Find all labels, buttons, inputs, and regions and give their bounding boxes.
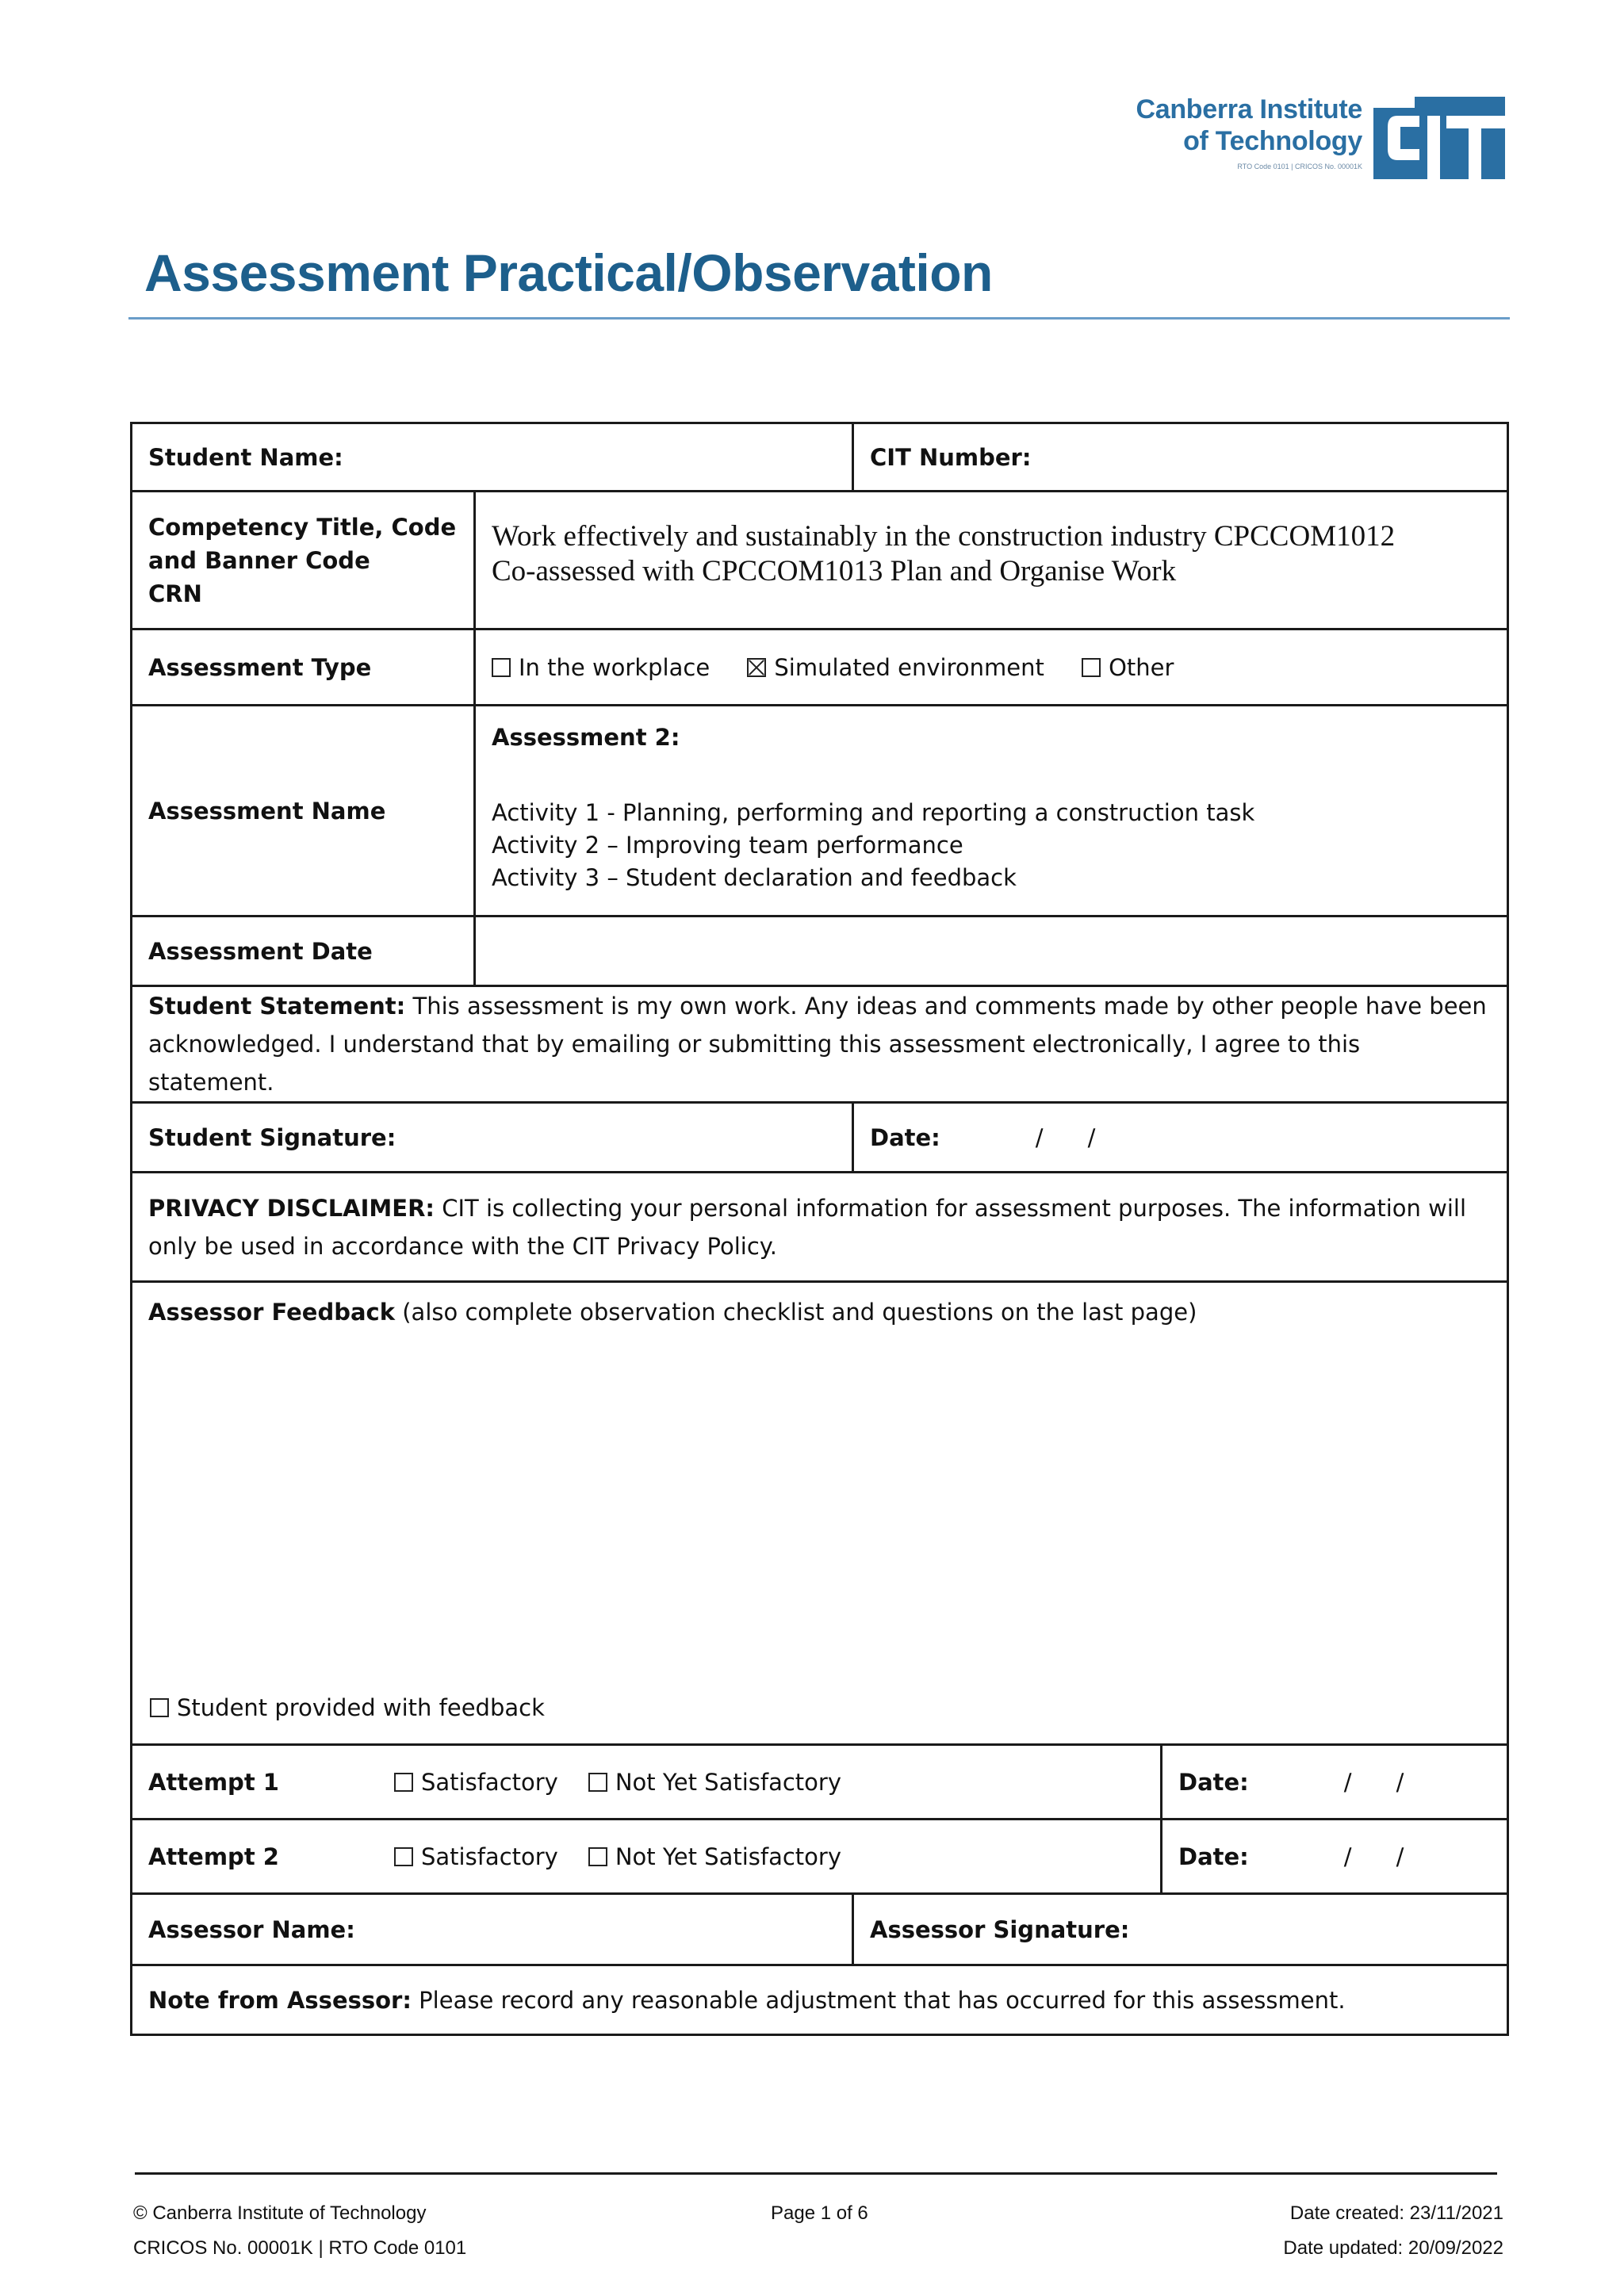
option-workplace-label: In the workplace: [519, 653, 710, 681]
satisfactory-label: Satisfactory: [421, 1768, 558, 1796]
logo-line-1: Canberra Institute: [1136, 94, 1362, 124]
competency-label-line-1: Competency Title, Code: [148, 513, 457, 541]
competency-title: Work effectively and sustainably in the construction industry CPCCOM1012: [492, 520, 1396, 553]
attempt-2-not-yet-satisfactory[interactable]: [588, 1843, 841, 1870]
checkbox-workplace[interactable]: [492, 658, 511, 677]
privacy-text: CIT is collecting your personal information for assessment purposes. The information will only be used in accordance with the CIT Privacy Policy.: [148, 1194, 1467, 1260]
attempt-2-row: [132, 1820, 1162, 1894]
assessment-name-heading: Assessment 2:: [492, 724, 680, 751]
cit-number-label: CIT Number:: [870, 443, 1032, 471]
footer-divider: [135, 2172, 1497, 2175]
competency-label-cell: [132, 492, 475, 629]
feedback-provided-label: Student provided with feedback: [177, 1694, 545, 1721]
option-workplace[interactable]: [492, 654, 710, 681]
student-statement-label: Student Statement:: [148, 993, 406, 1020]
checkbox-simulated-checked[interactable]: [747, 658, 766, 677]
footer-page-number: Page 1 of 6: [771, 2202, 868, 2224]
title-divider: [128, 317, 1510, 320]
date-slash: /: [1343, 1768, 1352, 1796]
logo-text: [1136, 94, 1362, 174]
cit-number-cell[interactable]: [853, 423, 1508, 492]
student-date-label: Date:: [870, 1123, 940, 1151]
not-yet-satisfactory-label: Not Yet Satisfactory: [615, 1843, 842, 1870]
attempt-1-row: [132, 1745, 1162, 1820]
student-name-label: Student Name:: [148, 443, 343, 471]
logo-line-2: of Technology: [1183, 126, 1362, 156]
date-slash: /: [1396, 1768, 1404, 1796]
logo-small-text: RTO Code 0101 | CRICOS No. 00001K: [1237, 163, 1362, 170]
footer-date-updated: Date updated: 20/09/2022: [1283, 2237, 1503, 2259]
activity-item: Activity 3 – Student declaration and feedback: [492, 864, 1017, 891]
student-signature-cell[interactable]: [132, 1103, 853, 1173]
checkbox-feedback-provided[interactable]: [150, 1698, 169, 1717]
footer-left: [133, 2196, 466, 2266]
checkbox-attempt-2-nys[interactable]: [588, 1847, 607, 1866]
date-slash: /: [1396, 1843, 1404, 1870]
assessor-name-label: Assessor Name:: [148, 1915, 355, 1943]
cit-logo-mark: [1373, 97, 1505, 179]
checkbox-attempt-1-nys[interactable]: [588, 1773, 607, 1792]
assessor-signature-cell[interactable]: [853, 1894, 1508, 1965]
feedback-provided-option[interactable]: [150, 1694, 545, 1721]
assessment-name-label: Assessment Name: [132, 706, 475, 916]
assessment-form: [130, 422, 1509, 2036]
assessor-feedback-note: (also complete observation checklist and questions on the last page): [395, 1299, 1197, 1326]
privacy-label: PRIVACY DISCLAIMER:: [148, 1194, 435, 1222]
attempt-1-date-cell[interactable]: [1162, 1745, 1508, 1820]
competency-label-line-2: and Banner Code: [148, 546, 370, 574]
attempt-2-satisfactory[interactable]: [394, 1843, 558, 1870]
student-signature-label: Student Signature:: [148, 1123, 396, 1151]
attempt-2-date-cell[interactable]: [1162, 1820, 1508, 1894]
date-slash: /: [1087, 1123, 1096, 1151]
activity-item: Activity 2 – Improving team performance: [492, 832, 963, 859]
attempt-1-label: Attempt 1: [148, 1768, 279, 1796]
attempt-1-date-label: Date:: [1178, 1768, 1249, 1796]
competency-value-cell: [475, 492, 1508, 629]
assessment-type-options: [475, 629, 1508, 706]
assessor-name-cell[interactable]: [132, 1894, 853, 1965]
competency-label-line-3: CRN: [148, 580, 202, 607]
not-yet-satisfactory-label: Not Yet Satisfactory: [615, 1768, 842, 1796]
note-label: Note from Assessor:: [148, 1986, 412, 2014]
assessment-date-label: Assessment Date: [132, 916, 475, 986]
date-slash: /: [1343, 1843, 1352, 1870]
satisfactory-label: Satisfactory: [421, 1843, 558, 1870]
option-simulated-label: Simulated environment: [774, 653, 1044, 681]
activity-item: Activity 1 - Planning, performing and reporting a construction task: [492, 799, 1255, 826]
privacy-disclaimer: [132, 1173, 1508, 1282]
footer-copyright: © Canberra Institute of Technology: [133, 2202, 427, 2224]
note-text: Please record any reasonable adjustment that has occurred for this assessment.: [411, 1986, 1346, 2014]
assessor-feedback-cell[interactable]: [132, 1282, 1508, 1745]
assessor-feedback-label: Assessor Feedback: [148, 1299, 396, 1326]
option-other[interactable]: [1082, 654, 1174, 681]
cit-logo: [1124, 94, 1505, 181]
page-title: Assessment Practical/Observation: [144, 243, 993, 302]
competency-co-assessed: Co-assessed with CPCCOM1013 Plan and Organise Work: [492, 555, 1177, 587]
student-name-cell[interactable]: [132, 423, 853, 492]
student-statement-text: This assessment is my own work. Any ideas and comments made by other people have been acknowledged. I understand that by emailing or submitting this assessment electronically, I agree to this statement.: [148, 993, 1487, 1096]
footer-right: [1283, 2196, 1503, 2266]
checkbox-other[interactable]: [1082, 658, 1101, 677]
checkbox-attempt-2-satisfactory[interactable]: [394, 1847, 413, 1866]
footer-date-created: Date created: 23/11/2021: [1289, 2202, 1503, 2224]
student-date-cell[interactable]: [853, 1103, 1508, 1173]
assessment-date-field[interactable]: [475, 916, 1508, 986]
option-other-label: Other: [1109, 653, 1174, 681]
date-slash: /: [1035, 1123, 1044, 1151]
attempt-2-label: Attempt 2: [148, 1843, 279, 1870]
assessment-name-cell: [475, 706, 1508, 916]
assessment-type-label: Assessment Type: [132, 629, 475, 706]
footer-cricos: CRICOS No. 00001K | RTO Code 0101: [133, 2237, 467, 2259]
student-statement: [132, 986, 1508, 1103]
note-from-assessor: [132, 1965, 1508, 2035]
attempt-2-date-label: Date:: [1178, 1843, 1249, 1870]
attempt-1-satisfactory[interactable]: [394, 1769, 558, 1796]
checkbox-attempt-1-satisfactory[interactable]: [394, 1773, 413, 1792]
option-simulated[interactable]: [747, 654, 1044, 681]
assessor-signature-label: Assessor Signature:: [870, 1915, 1130, 1943]
attempt-1-not-yet-satisfactory[interactable]: [588, 1769, 841, 1796]
